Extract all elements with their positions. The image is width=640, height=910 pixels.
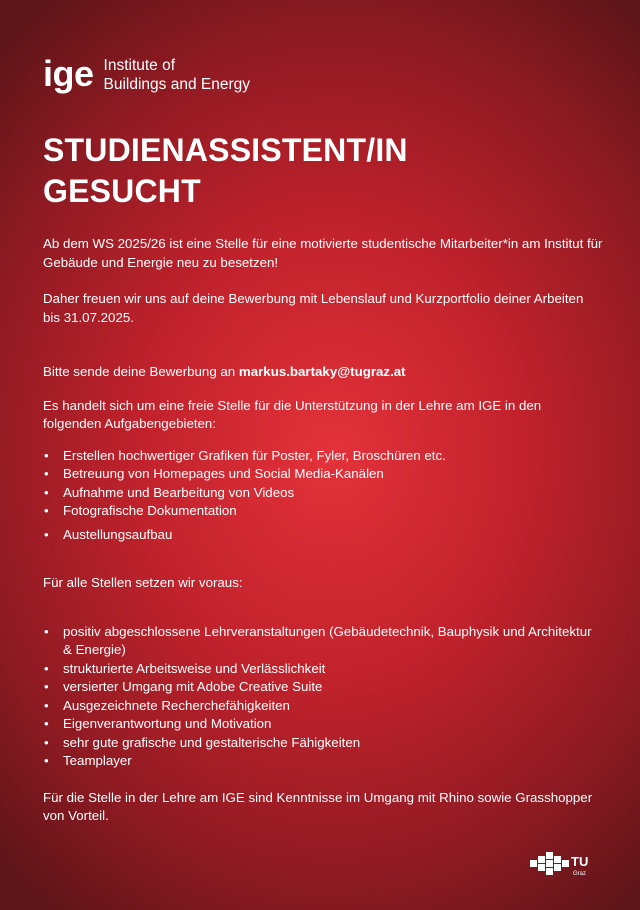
list-item: • sehr gute grafische und gestalterische Fähigkeiten <box>43 734 603 753</box>
tasks-list <box>43 447 603 545</box>
list-item: • Teamplayer <box>43 752 603 771</box>
tasks-intro: Es handelt sich um eine freie Stelle für die Unterstützung in der Lehre am IGE in den folgenden Aufgabengebieten: <box>43 397 542 431</box>
tu-logo-label: TU <box>571 854 589 869</box>
tu-graz-logo <box>530 852 596 880</box>
list-item: • Betreuung von Homepages und Social Media-Kanälen <box>43 465 603 484</box>
contact-line <box>43 363 603 382</box>
list-item: • Erstellen hochwertiger Grafiken für Poster, Fyler, Broschüren etc. <box>43 447 603 466</box>
requirements-intro: Für alle Stellen setzen wir voraus: <box>43 575 243 590</box>
list-item: • Ausgezeichnete Recherchefähigkeiten <box>43 697 603 716</box>
headline <box>43 130 603 212</box>
headline-line-2: GESUCHT <box>43 173 201 209</box>
list-item: • Aufnahme und Bearbeitung von Videos <box>43 484 603 503</box>
ige-logo <box>43 54 250 94</box>
list-item: • Fotografische Dokumentation <box>43 502 603 521</box>
list-item: • positiv abgeschlossene Lehrveranstaltungen (Gebäudetechnik, Bauphysik und Architektur & Energie) <box>43 623 603 660</box>
list-item: • Austellungsaufbau <box>43 526 603 545</box>
requirements-list <box>43 623 603 771</box>
logo-mark: ige <box>43 53 94 94</box>
contact-email: markus.bartaky@tugraz.at <box>238 364 406 379</box>
body-text <box>43 235 603 826</box>
intro-paragraph-2: Daher freuen wir uns auf deine Bewerbung mit Lebenslauf und Kurzportfolio deiner Arbeiten bis 31.07.2025. <box>43 291 584 325</box>
headline-line-1: STUDIENASSISTENT/IN <box>43 132 408 168</box>
closing-paragraph: Für die Stelle in der Lehre am IGE sind Kenntnisse im Umgang mit Rhino sowie Grasshopper von Vorteil. <box>43 789 593 823</box>
list-item: • Eigenverantwortung und Motivation <box>43 715 603 734</box>
logo-line-1: Institute of <box>103 57 176 74</box>
list-item: • strukturierte Arbeitsweise und Verlässlichkeit <box>43 660 603 679</box>
intro-paragraph-1: Ab dem WS 2025/26 ist eine Stelle für eine motivierte studentische Mitarbeiter*in am Institut für Gebäude und Energie neu zu besetzen! <box>43 236 603 270</box>
tu-logo-sub: Graz <box>573 871 587 877</box>
list-item: • versierter Umgang mit Adobe Creative Suite <box>43 678 603 697</box>
logo-line-2: Buildings and Energy <box>103 76 251 93</box>
contact-prefix: Bitte sende deine Bewerbung an <box>43 364 239 379</box>
logo-text <box>104 56 251 94</box>
